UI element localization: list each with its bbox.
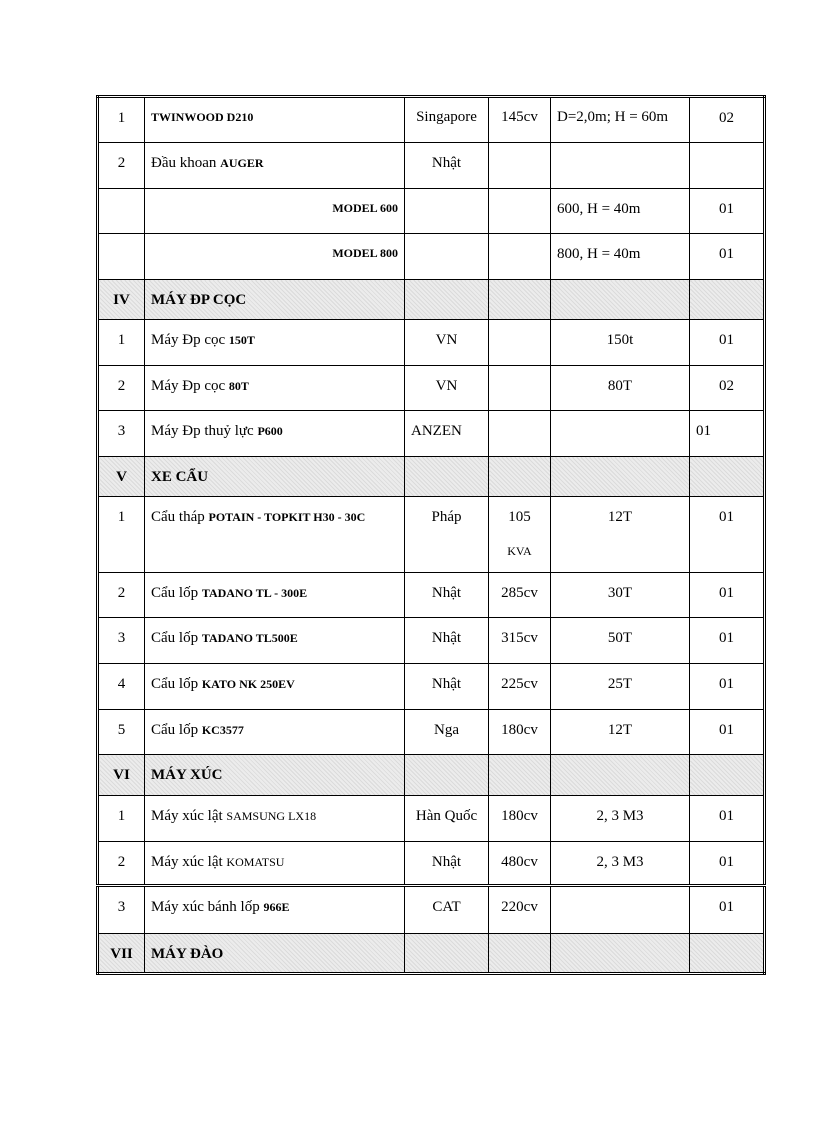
power-cell: 180cv [489,710,551,755]
spec-cell [551,143,690,189]
quantity-cell: 01 [690,234,765,280]
quantity-cell [690,143,765,189]
equipment-name: Cẩu tháp POTAIN - TOPKIT H30 - 30C [145,497,405,573]
origin-cell: Nga [405,710,489,755]
origin-cell: VN [405,320,489,366]
origin-cell: Singapore [405,97,489,143]
row-number: 1 [98,97,145,143]
quantity-cell: 01 [690,842,765,886]
power-cell: 480cv [489,842,551,886]
equipment-name: Cẩu lốp KC3577 [145,710,405,755]
section-title: MÁY XÚC [145,755,405,796]
equipment-name [145,97,405,143]
row-number: 1 [98,796,145,842]
power-cell: 285cv [489,573,551,618]
row-number: 2 [98,842,145,886]
table-row [98,143,765,189]
section-number: VI [98,755,145,796]
spec-cell: 25T [551,664,690,710]
table-row [98,97,765,143]
power-cell: 225cv [489,664,551,710]
row-number: 2 [98,573,145,618]
row-number: 5 [98,710,145,755]
quantity-cell: 01 [690,886,765,934]
quantity-cell: 01 [690,189,765,234]
spec-cell: 150t [551,320,690,366]
equipment-name: Cẩu lốp TADANO TL500E [145,618,405,664]
row-number: 3 [98,411,145,457]
power-cell: 315cv [489,618,551,664]
origin-cell: Nhật [405,618,489,664]
equipment-name: Máy xúc lật SAMSUNG LX18 [145,796,405,842]
equipment-name: Cẩu lốp KATO NK 250EV [145,664,405,710]
equipment-name: Máy Đp cọc 150T [145,320,405,366]
origin-cell: CAT [405,886,489,934]
origin-cell: VN [405,366,489,411]
origin-cell: Pháp [405,497,489,573]
table-row [98,234,765,280]
table-row [98,664,765,710]
table-row [98,710,765,755]
table-row [98,886,765,934]
equipment-table [96,95,766,975]
origin-cell [405,189,489,234]
row-number: 1 [98,320,145,366]
spec-cell: 2, 3 M3 [551,796,690,842]
quantity-cell: 01 [690,411,765,457]
power-cell: 220cv [489,886,551,934]
quantity-cell: 01 [690,796,765,842]
origin-cell: ANZEN [405,411,489,457]
row-number [98,189,145,234]
table-row [98,320,765,366]
spec-cell: 2, 3 M3 [551,842,690,886]
quantity-cell: 01 [690,320,765,366]
power-cell: 180cv [489,796,551,842]
power-cell [489,320,551,366]
origin-cell [405,234,489,280]
spec-cell: 12T [551,710,690,755]
quantity-cell: 02 [690,97,765,143]
section-number: IV [98,280,145,320]
power-cell: 105 KVA [489,497,551,573]
equipment-name: Cẩu lốp TADANO TL - 300E [145,573,405,618]
spec-cell: 50T [551,618,690,664]
spec-cell: 12T [551,497,690,573]
table-row [98,573,765,618]
row-number: 2 [98,143,145,189]
row-number: 2 [98,366,145,411]
spec-cell: 800, H = 40m [551,234,690,280]
quantity-cell: 01 [690,497,765,573]
equipment-name: Máy Đp cọc 80T [145,366,405,411]
origin-cell: Nhật [405,842,489,886]
section-number: V [98,457,145,497]
table-row [98,366,765,411]
row-number [98,234,145,280]
quantity-cell: 01 [690,710,765,755]
section-title: MÁY ĐP CỌC [145,280,405,320]
quantity-cell: 01 [690,618,765,664]
model-name: TWINWOOD D210 [151,110,254,124]
row-number: 3 [98,618,145,664]
power-cell [489,366,551,411]
equipment-name: Máy xúc bánh lốp 966E [145,886,405,934]
table-row [98,618,765,664]
equipment-name: Máy Đp thuỷ lực P600 [145,411,405,457]
origin-cell: Hàn Quốc [405,796,489,842]
section-number: VII [98,934,145,974]
spec-cell: 80T [551,366,690,411]
quantity-cell: 01 [690,664,765,710]
row-number: 3 [98,886,145,934]
power-cell: 145cv [489,97,551,143]
spec-cell: D=2,0m; H = 60m [551,97,690,143]
equipment-name: Máy xúc lật KOMATSU [145,842,405,886]
power-cell [489,234,551,280]
equipment-name: MODEL 600 [145,189,405,234]
section-row [98,280,765,320]
table-row [98,497,765,573]
table-row [98,842,765,886]
section-title: MÁY ĐÀO [145,934,405,974]
origin-cell: Nhật [405,664,489,710]
power-cell [489,143,551,189]
table-row [98,189,765,234]
origin-cell: Nhật [405,143,489,189]
equipment-name: MODEL 800 [145,234,405,280]
quantity-cell: 02 [690,366,765,411]
section-row [98,755,765,796]
section-row [98,934,765,974]
power-cell [489,411,551,457]
spec-cell [551,411,690,457]
quantity-cell: 01 [690,573,765,618]
origin-cell: Nhật [405,573,489,618]
spec-cell: 30T [551,573,690,618]
table-row [98,796,765,842]
row-number: 4 [98,664,145,710]
equipment-name: Đầu khoan AUGER [145,143,405,189]
spec-cell [551,886,690,934]
power-cell [489,189,551,234]
section-row [98,457,765,497]
section-title: XE CẨU [145,457,405,497]
spec-cell: 600, H = 40m [551,189,690,234]
table-row [98,411,765,457]
row-number: 1 [98,497,145,573]
